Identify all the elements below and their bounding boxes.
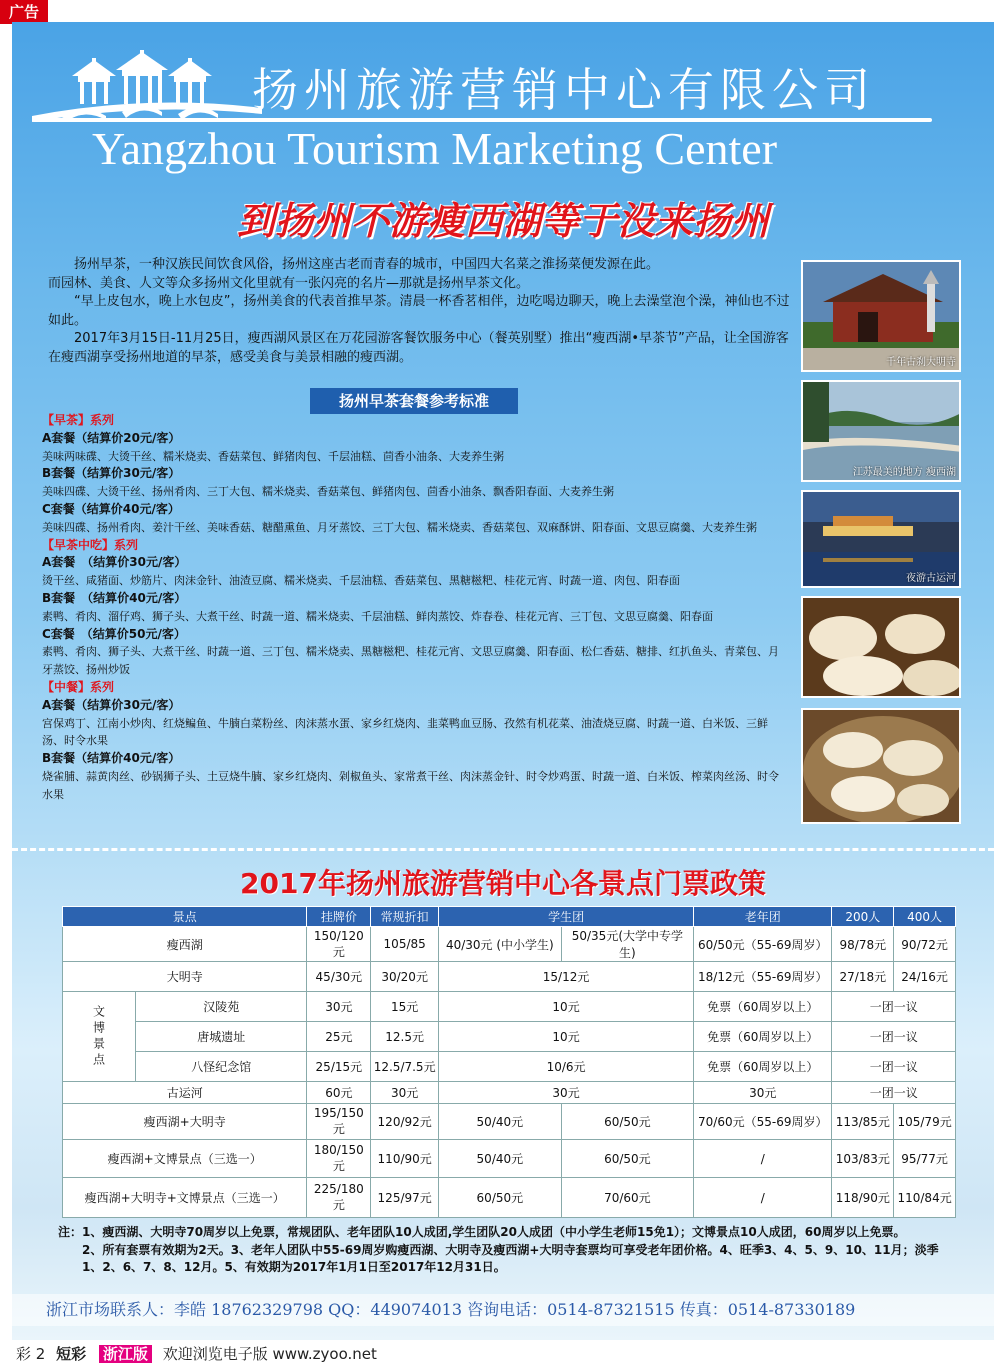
note-line: 注：1、瘦西湖、大明寺70周岁以上免票，常规团队、老年团队10人成团,学生团队20人成团（中小学生老师15免1）；文博景点10人成团，60周岁以上免票。 <box>58 1225 906 1239</box>
table-row <box>63 1082 956 1104</box>
cell: 30元 <box>694 1082 832 1104</box>
cell: 12.5元 <box>371 1022 439 1052</box>
table-row <box>63 1178 956 1218</box>
policy-title: 2017年扬州旅游营销中心各景点门票政策 <box>240 867 766 900</box>
company-name-en: Yangzhou Tourism Marketing Center <box>92 123 778 174</box>
menu-set-items: 宫保鸡丁、江南小炒肉、红烧鳊鱼、牛腩白菜粉丝、肉沫蒸水蛋、家乡红烧肉、韭菜鸭血豆肠、孜然有机花菜、油渣烧豆腐、时蔬一道、白米饭、三鲜汤、时令水果 <box>42 716 768 748</box>
cell: / <box>694 1178 832 1218</box>
cell: 180/150元 <box>307 1140 371 1178</box>
publication-name: 短彩 <box>56 1345 87 1363</box>
policy-notes <box>58 1224 958 1277</box>
photo-slender-west-lake <box>801 380 961 482</box>
table-row <box>63 1140 956 1178</box>
menu-set-name: B套餐 （结算价40元/客） <box>42 590 187 605</box>
menu-set-items: 烫干丝、咸猪面、炒筋片、肉沫金针、油渣豆腐、糯米烧卖、千层油糕、香菇菜包、黑糖糍粑、桂花元宵、时蔬一道、肉包、阳春面 <box>42 574 680 588</box>
cell: 25元 <box>307 1022 371 1052</box>
cell: 60/50元（55-69周岁） <box>694 927 832 962</box>
cell: 一团一议 <box>832 1082 956 1104</box>
col-header: 景点 <box>63 907 307 927</box>
cell: 八怪纪念馆 <box>136 1052 307 1082</box>
table-row <box>63 927 956 962</box>
cell: 105/79元 <box>894 1104 956 1140</box>
cell: 118/90元 <box>832 1178 894 1218</box>
intro-text <box>48 256 790 367</box>
cell: 免票（60周岁以上） <box>694 992 832 1022</box>
page-number: 彩 2 <box>16 1345 46 1363</box>
ad-label: 广告 <box>0 0 48 24</box>
menu-set-items: 素鸭、肴肉、溜仔鸡、狮子头、大煮干丝、时蔬一道、糯米烧卖、千层油糕、鲜肉蒸饺、炸春卷、桂花元宵、三丁包、文思豆腐羹、阳春面 <box>42 609 713 623</box>
photo-daming-temple <box>801 260 961 372</box>
menu-set-name: A套餐（结算价20元/客） <box>42 430 181 445</box>
table-row <box>63 962 956 992</box>
cell: 古运河 <box>63 1082 307 1104</box>
cell: 60/50元 <box>561 1140 693 1178</box>
cell: 70/60元 <box>561 1178 693 1218</box>
edition-badge: 浙江版 <box>99 1345 152 1363</box>
photo-caption: 江苏最美的地方 瘦西湖 <box>852 467 956 478</box>
poster <box>12 22 994 1340</box>
table-row <box>63 1052 956 1082</box>
col-header: 学生团 <box>439 907 694 927</box>
cell: 一团一议 <box>832 1022 956 1052</box>
cell: 27/18元 <box>832 962 894 992</box>
table-row <box>63 992 956 1022</box>
group-label: 文博景点 <box>63 992 136 1082</box>
menu-set-items: 素鸭、肴肉、狮子头、大煮干丝、时蔬一道、三丁包、糯米烧卖、黑糖糍粑、桂花元宵、文思豆腐羹、阳春面、松仁香菇、糖排、红扒鱼头、青菜包、月牙蒸饺、扬州炒饭 <box>42 645 779 677</box>
menu-set-name: B套餐（结算价40元/客） <box>42 751 181 766</box>
cell: 225/180元 <box>307 1178 371 1218</box>
cell: / <box>694 1140 832 1178</box>
cell: 110/90元 <box>371 1140 439 1178</box>
menu-set-items: 美味四碟、扬州肴肉、姜汁干丝、美味香菇、糖醋熏鱼、月牙蒸饺、三丁大包、糯米烧卖、香菇菜包、双麻酥饼、阳春面、文思豆腐羹、大麦养生粥 <box>42 520 757 534</box>
cell: 12.5/7.5元 <box>371 1052 439 1082</box>
cell: 30元 <box>307 992 371 1022</box>
menu-series: 【早茶中吃】系列 <box>42 537 139 552</box>
menu-title: 扬州早茶套餐参考标准 <box>310 388 518 414</box>
menu-set-items: 美味两味碟、大烫干丝、糯米烧卖、香菇菜包、鲜猪肉包、千层油糕、茴香小油条、大麦养生粥 <box>42 449 504 463</box>
cell: 90/72元 <box>894 927 956 962</box>
cell: 18/12元（55-69周岁） <box>694 962 832 992</box>
cell: 10/6元 <box>439 1052 694 1082</box>
website-link[interactable]: 欢迎浏览电子版 www.zyoo.net <box>162 1345 377 1363</box>
cell: 30/20元 <box>371 962 439 992</box>
menu-set-name: C套餐（结算价40元/客） <box>42 501 180 516</box>
menu-set-items: 美味四碟、大烫干丝、扬州肴肉、三丁大包、糯米烧卖、香菇菜包、鲜猪肉包、茴香小油条、飘香阳春面、大麦养生粥 <box>42 485 614 499</box>
cell: 30元 <box>439 1082 694 1104</box>
table-row <box>63 1104 956 1140</box>
menu-set-name: B套餐（结算价30元/客） <box>42 466 181 481</box>
cell: 103/83元 <box>832 1140 894 1178</box>
slogan: 到扬州不游瘦西湖等于没来扬州 <box>236 199 769 243</box>
menu-set-items: 烧雀脯、蒜黄肉丝、砂锅狮子头、土豆烧牛腩、家乡红烧肉、剁椒鱼头、家常煮干丝、肉沫蒸金针、时令炒鸡蛋、时蔬一道、白米饭、榨菜肉丝汤、时令水果 <box>42 769 779 801</box>
menu-set-name: A套餐（结算价30元/客） <box>42 697 181 712</box>
cell: 120/92元 <box>371 1104 439 1140</box>
cell: 25/15元 <box>307 1052 371 1082</box>
cell: 45/30元 <box>307 962 371 992</box>
photo-grand-canal <box>801 490 961 588</box>
cell: 60/50元 <box>561 1104 693 1140</box>
cell: 50/40元 <box>439 1104 562 1140</box>
cell: 大明寺 <box>63 962 307 992</box>
cell: 95/77元 <box>894 1140 956 1178</box>
intro-paragraph: 而园林、美食、人文等众多扬州文化里就有一张闪亮的名片—那就是扬州早茶文化。 <box>48 275 530 291</box>
col-header: 挂牌价 <box>307 907 371 927</box>
cell: 瘦西湖+大明寺 <box>63 1104 307 1140</box>
ticket-policy-table <box>62 906 956 1218</box>
cell: 瘦西湖+文博景点（三选一） <box>63 1140 307 1178</box>
tea-menu <box>42 412 788 804</box>
cell: 瘦西湖+大明寺+文博景点（三选一） <box>63 1178 307 1218</box>
section-divider <box>12 848 994 851</box>
photo-dumplings <box>801 708 961 824</box>
cell: 免票（60周岁以上） <box>694 1052 832 1082</box>
page-footer <box>0 1343 1000 1366</box>
menu-set-name: C套餐 （结算价50元/客） <box>42 626 186 641</box>
menu-set-name: A套餐 （结算价30元/客） <box>42 555 187 570</box>
cell: 一团一议 <box>832 1052 956 1082</box>
cell: 10元 <box>439 1022 694 1052</box>
cell: 125/97元 <box>371 1178 439 1218</box>
note-line: 2、所有套票有效期为2天。3、老年人团队中55-69周岁购瘦西湖、大明寺及瘦西湖+大明寺套票均可享受老年团价格。4、旺季3、4、5、9、10、11月；淡季1、2、6、7、8、12月。5、有效期为2017年1月1日至2017年12月31日。 <box>82 1242 939 1274</box>
cell: 70/60元（55-69周岁） <box>694 1104 832 1140</box>
table-header-row <box>63 907 956 927</box>
cell: 105/85 <box>371 927 439 962</box>
cell: 免票（60周岁以上） <box>694 1022 832 1052</box>
col-header: 老年团 <box>694 907 832 927</box>
cell: 110/84元 <box>894 1178 956 1218</box>
cell: 195/150元 <box>307 1104 371 1140</box>
cell: 113/85元 <box>832 1104 894 1140</box>
company-name-cn: 扬州旅游营销中心有限公司 <box>252 63 876 117</box>
cell: 15元 <box>371 992 439 1022</box>
col-header: 200人 <box>832 907 894 927</box>
cell: 150/120元 <box>307 927 371 962</box>
intro-paragraph: “早上皮包水，晚上水包皮”，扬州美食的代表首推早茶。清晨一杯香茗相伴，边吃喝边聊天，晚上去澡堂泡个澡，神仙也不过如此。 <box>48 294 790 328</box>
table-row <box>63 1022 956 1052</box>
photo-caption: 夜游古运河 <box>906 573 956 584</box>
cell: 40/30元 (中小学生) <box>439 927 562 962</box>
cell: 60元 <box>307 1082 371 1104</box>
cell: 10元 <box>439 992 694 1022</box>
cell: 汉陵苑 <box>136 992 307 1022</box>
cell: 50/40元 <box>439 1140 562 1178</box>
intro-paragraph: 扬州早茶，一种汉族民间饮食风俗，扬州这座古老而青春的城市，中国四大名菜之淮扬菜便发源在此。 <box>74 257 660 272</box>
photo-steamed-buns <box>801 596 961 698</box>
col-header: 400人 <box>894 907 956 927</box>
col-header: 常规折扣 <box>371 907 439 927</box>
contact-bar: 浙江市场联系人：李皓 18762329798 QQ：449074013 咨询电话：0514-87321515 传真：0514-87330189 <box>12 1294 994 1326</box>
dumplings-image <box>803 710 961 824</box>
photo-caption: 千年古刹大明寺 <box>886 357 956 368</box>
buns-image <box>803 598 961 698</box>
cell: 50/35元(大学中专学生) <box>561 927 693 962</box>
menu-series: 【早茶】系列 <box>42 413 115 427</box>
cell: 唐城遗址 <box>136 1022 307 1052</box>
intro-paragraph: 2017年3月15日-11月25日，瘦西湖风景区在万花园游客餐饮服务中心（餐英别墅）推出“瘦西湖•早茶节”产品，让全国游客在瘦西湖享受扬州地道的早茶，感受美食与美景相融的瘦西湖。 <box>48 331 789 365</box>
cell: 瘦西湖 <box>63 927 307 962</box>
cell: 60/50元 <box>439 1178 562 1218</box>
cell: 24/16元 <box>894 962 956 992</box>
menu-series: 【中餐】系列 <box>42 679 115 694</box>
cell: 98/78元 <box>832 927 894 962</box>
cell: 15/12元 <box>439 962 694 992</box>
cell: 30元 <box>371 1082 439 1104</box>
cell: 一团一议 <box>832 992 956 1022</box>
